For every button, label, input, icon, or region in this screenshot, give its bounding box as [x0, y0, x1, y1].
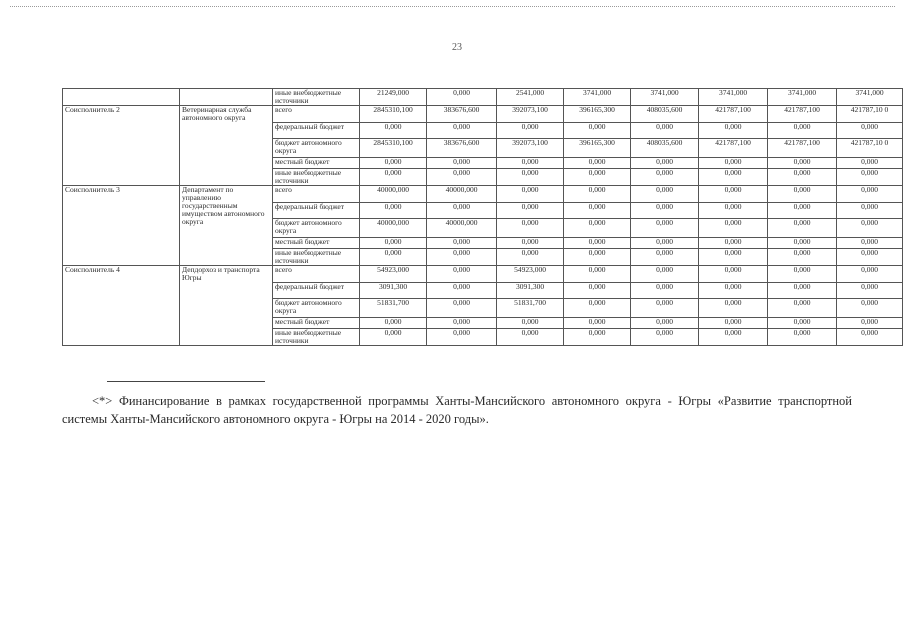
year-amount-cell: 0,000: [699, 299, 768, 318]
year-amount-cell: 0,000: [699, 249, 768, 266]
total-amount-cell: 0,000: [360, 238, 427, 249]
footnote-text: <*> Финансирование в рамках государственной программы Ханты-Мансийского автономного округа - Югры «Развитие транспортной системы Ханты-Мансийского автономного округа - Югры на 2014 - 2020 годы».: [62, 394, 852, 426]
funding-source-cell: федеральный бюджет: [273, 203, 360, 219]
funding-source-cell: местный бюджет: [273, 318, 360, 329]
year-amount-cell: 0,000: [631, 283, 699, 299]
year-amount-cell: 0,000: [427, 169, 497, 186]
year-amount-cell: 0,000: [427, 283, 497, 299]
year-amount-cell: 0,000: [699, 238, 768, 249]
year-amount-cell: 0,000: [699, 219, 768, 238]
year-amount-cell: 0,000: [564, 169, 631, 186]
funding-source-cell: федеральный бюджет: [273, 283, 360, 299]
year-amount-cell: 0,000: [768, 186, 837, 203]
year-amount-cell: 0,000: [631, 123, 699, 139]
year-amount-cell: 0,000: [837, 266, 903, 283]
year-amount-cell: 0,000: [631, 318, 699, 329]
year-amount-cell: 0,000: [564, 329, 631, 346]
funding-source-cell: иные внебюджетные источники: [273, 329, 360, 346]
department-cell: Ветеринарная служба автономного округа: [180, 106, 273, 186]
year-amount-cell: 0,000: [497, 203, 564, 219]
year-amount-cell: 0,000: [837, 283, 903, 299]
year-amount-cell: 408035,600: [631, 106, 699, 123]
year-amount-cell: 0,000: [837, 238, 903, 249]
table-row: [63, 106, 903, 123]
year-amount-cell: 408035,600: [631, 139, 699, 158]
year-amount-cell: 0,000: [564, 158, 631, 169]
page-number: 23: [452, 42, 462, 53]
department-cell: Департамент по управлению государственным имуществом автономного округа: [180, 186, 273, 266]
year-amount-cell: 0,000: [699, 283, 768, 299]
year-amount-cell: 0,000: [768, 123, 837, 139]
total-amount-cell: 54923,000: [360, 266, 427, 283]
executor-cell: Соисполнитель 3: [63, 186, 180, 266]
total-amount-cell: 2845310,100: [360, 106, 427, 123]
total-amount-cell: 21249,000: [360, 89, 427, 106]
year-amount-cell: 0,000: [427, 123, 497, 139]
table-body: [63, 89, 903, 346]
total-amount-cell: 0,000: [360, 329, 427, 346]
year-amount-cell: 0,000: [427, 89, 497, 106]
funding-source-cell: иные внебюджетные источники: [273, 169, 360, 186]
year-amount-cell: 0,000: [564, 238, 631, 249]
year-amount-cell: 0,000: [427, 299, 497, 318]
funding-source-cell: всего: [273, 266, 360, 283]
year-amount-cell: 396165,300: [564, 106, 631, 123]
total-amount-cell: 0,000: [360, 123, 427, 139]
year-amount-cell: 0,000: [631, 219, 699, 238]
funding-source-cell: федеральный бюджет: [273, 123, 360, 139]
executor-cell: Соисполнитель 4: [63, 266, 180, 346]
funding-source-cell: иные внебюджетные источники: [273, 249, 360, 266]
funding-source-cell: всего: [273, 186, 360, 203]
total-amount-cell: 0,000: [360, 158, 427, 169]
year-amount-cell: 0,000: [768, 203, 837, 219]
year-amount-cell: 0,000: [497, 169, 564, 186]
year-amount-cell: 0,000: [837, 123, 903, 139]
year-amount-cell: 383676,600: [427, 139, 497, 158]
table-row: [63, 266, 903, 283]
year-amount-cell: 0,000: [427, 266, 497, 283]
year-amount-cell: 0,000: [837, 169, 903, 186]
year-amount-cell: 0,000: [564, 219, 631, 238]
year-amount-cell: 0,000: [497, 238, 564, 249]
year-amount-cell: 3741,000: [631, 89, 699, 106]
year-amount-cell: 421787,100: [699, 106, 768, 123]
year-amount-cell: 0,000: [427, 238, 497, 249]
year-amount-cell: 0,000: [564, 186, 631, 203]
table-row: [63, 186, 903, 203]
year-amount-cell: 0,000: [631, 169, 699, 186]
year-amount-cell: 0,000: [564, 299, 631, 318]
total-amount-cell: 51831,700: [360, 299, 427, 318]
year-amount-cell: 0,000: [699, 266, 768, 283]
year-amount-cell: 0,000: [427, 249, 497, 266]
year-amount-cell: 0,000: [699, 203, 768, 219]
year-amount-cell: 0,000: [631, 266, 699, 283]
year-amount-cell: 0,000: [497, 123, 564, 139]
total-amount-cell: 0,000: [360, 249, 427, 266]
year-amount-cell: 0,000: [497, 329, 564, 346]
year-amount-cell: 0,000: [699, 329, 768, 346]
year-amount-cell: 0,000: [631, 329, 699, 346]
funding-source-cell: местный бюджет: [273, 238, 360, 249]
funding-source-cell: бюджет автономного округа: [273, 219, 360, 238]
year-amount-cell: 0,000: [631, 299, 699, 318]
year-amount-cell: 0,000: [497, 186, 564, 203]
funding-source-cell: местный бюджет: [273, 158, 360, 169]
funding-source-cell: иные внебюджетные источники: [273, 89, 360, 106]
year-amount-cell: 0,000: [837, 249, 903, 266]
year-amount-cell: 0,000: [837, 299, 903, 318]
year-amount-cell: 3091,300: [497, 283, 564, 299]
year-amount-cell: 0,000: [837, 158, 903, 169]
year-amount-cell: 3741,000: [699, 89, 768, 106]
year-amount-cell: 0,000: [631, 186, 699, 203]
year-amount-cell: 421787,100: [699, 139, 768, 158]
year-amount-cell: 51831,700: [497, 299, 564, 318]
year-amount-cell: 0,000: [564, 318, 631, 329]
year-amount-cell: 0,000: [768, 238, 837, 249]
year-amount-cell: 383676,600: [427, 106, 497, 123]
year-amount-cell: 0,000: [564, 203, 631, 219]
year-amount-cell: 40000,000: [427, 219, 497, 238]
year-amount-cell: 0,000: [564, 283, 631, 299]
year-amount-cell: 0,000: [699, 169, 768, 186]
year-amount-cell: 421787,100: [768, 139, 837, 158]
total-amount-cell: 40000,000: [360, 219, 427, 238]
year-amount-cell: 0,000: [564, 266, 631, 283]
executor-cell: Соисполнитель 2: [63, 106, 180, 186]
year-amount-cell: 0,000: [837, 219, 903, 238]
executor-cell: [63, 89, 180, 106]
year-amount-cell: 0,000: [497, 158, 564, 169]
year-amount-cell: 0,000: [631, 238, 699, 249]
year-amount-cell: 0,000: [837, 186, 903, 203]
funding-source-cell: бюджет автономного округа: [273, 139, 360, 158]
total-amount-cell: 2845310,100: [360, 139, 427, 158]
total-amount-cell: 0,000: [360, 318, 427, 329]
year-amount-cell: 392073,100: [497, 139, 564, 158]
year-amount-cell: 421787,10 0: [837, 106, 903, 123]
year-amount-cell: 0,000: [837, 203, 903, 219]
year-amount-cell: 54923,000: [497, 266, 564, 283]
year-amount-cell: 0,000: [768, 219, 837, 238]
year-amount-cell: 396165,300: [564, 139, 631, 158]
year-amount-cell: 0,000: [427, 329, 497, 346]
funding-source-cell: всего: [273, 106, 360, 123]
total-amount-cell: 3091,300: [360, 283, 427, 299]
year-amount-cell: 0,000: [564, 249, 631, 266]
department-cell: Депдорхоз и транспорта Югры: [180, 266, 273, 346]
year-amount-cell: 0,000: [427, 318, 497, 329]
year-amount-cell: 3741,000: [768, 89, 837, 106]
total-amount-cell: 0,000: [360, 203, 427, 219]
year-amount-cell: 0,000: [837, 329, 903, 346]
year-amount-cell: 0,000: [768, 299, 837, 318]
year-amount-cell: 0,000: [837, 318, 903, 329]
footnote-separator: [107, 381, 265, 382]
year-amount-cell: 40000,000: [427, 186, 497, 203]
year-amount-cell: 0,000: [699, 186, 768, 203]
scan-edge-line: [10, 6, 895, 7]
year-amount-cell: 0,000: [427, 203, 497, 219]
year-amount-cell: 2541,000: [497, 89, 564, 106]
year-amount-cell: 0,000: [699, 318, 768, 329]
year-amount-cell: 392073,100: [497, 106, 564, 123]
year-amount-cell: 0,000: [427, 158, 497, 169]
year-amount-cell: 3741,000: [564, 89, 631, 106]
financing-table: [62, 88, 903, 346]
year-amount-cell: 3741,000: [837, 89, 903, 106]
year-amount-cell: 0,000: [699, 123, 768, 139]
year-amount-cell: 0,000: [699, 158, 768, 169]
department-cell: [180, 89, 273, 106]
funding-source-cell: бюджет автономного округа: [273, 299, 360, 318]
year-amount-cell: 0,000: [497, 249, 564, 266]
year-amount-cell: 0,000: [768, 283, 837, 299]
year-amount-cell: 0,000: [768, 249, 837, 266]
year-amount-cell: 0,000: [631, 203, 699, 219]
year-amount-cell: 0,000: [768, 158, 837, 169]
year-amount-cell: 0,000: [564, 123, 631, 139]
year-amount-cell: 0,000: [768, 266, 837, 283]
year-amount-cell: 421787,100: [768, 106, 837, 123]
year-amount-cell: 421787,10 0: [837, 139, 903, 158]
year-amount-cell: 0,000: [631, 158, 699, 169]
year-amount-cell: 0,000: [631, 249, 699, 266]
total-amount-cell: 40000,000: [360, 186, 427, 203]
total-amount-cell: 0,000: [360, 169, 427, 186]
year-amount-cell: 0,000: [497, 318, 564, 329]
year-amount-cell: 0,000: [768, 329, 837, 346]
year-amount-cell: 0,000: [768, 318, 837, 329]
year-amount-cell: 0,000: [497, 219, 564, 238]
year-amount-cell: 0,000: [768, 169, 837, 186]
table-row: [63, 89, 903, 106]
